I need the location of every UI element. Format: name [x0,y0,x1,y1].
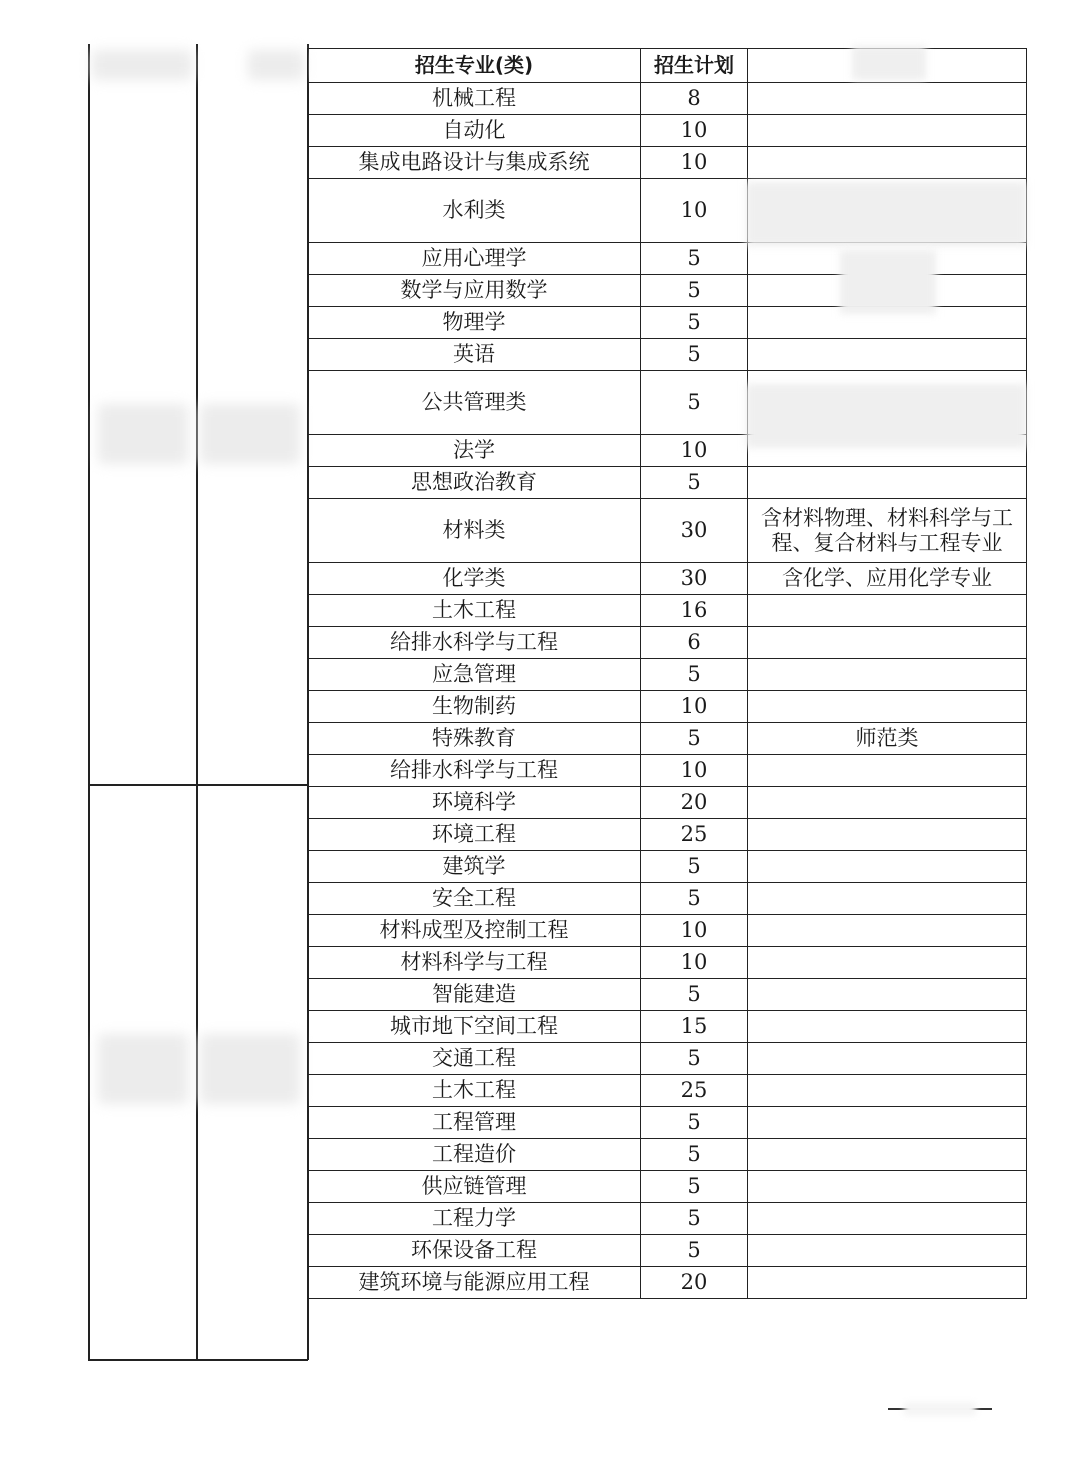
count-cell: 8 [641,83,748,115]
table-row [308,563,1027,595]
note-cell [748,1203,1027,1235]
note-cell [748,467,1027,499]
major-cell: 生物制药 [308,691,641,723]
table-row [308,467,1027,499]
note-cell [748,659,1027,691]
table-row [308,979,1027,1011]
table-row [308,1139,1027,1171]
note-cell [748,147,1027,179]
major-cell: 化学类 [308,563,641,595]
major-cell: 供应链管理 [308,1171,641,1203]
count-cell: 5 [641,1107,748,1139]
major-cell: 工程力学 [308,1203,641,1235]
table-row [308,883,1027,915]
page-footer-mark [888,1408,992,1410]
table-row [308,691,1027,723]
table-row [308,1171,1027,1203]
table-row [308,339,1027,371]
note-cell [748,851,1027,883]
count-cell: 10 [641,179,748,243]
count-cell: 20 [641,787,748,819]
header-count: 招生计划 [641,49,748,83]
table-row [308,1267,1027,1299]
count-cell: 10 [641,755,748,787]
redacted-school-columns [88,44,308,1360]
count-cell: 5 [641,275,748,307]
table-row [308,723,1027,755]
table-row [308,147,1027,179]
count-cell: 15 [641,1011,748,1043]
major-cell: 思想政治教育 [308,467,641,499]
major-cell: 自动化 [308,115,641,147]
count-cell: 10 [641,915,748,947]
note-cell [748,1171,1027,1203]
count-cell: 5 [641,979,748,1011]
table-row [308,851,1027,883]
note-cell: 含化学、应用化学专业 [748,563,1027,595]
table-row [308,115,1027,147]
count-cell: 10 [641,691,748,723]
count-cell: 30 [641,563,748,595]
major-cell: 安全工程 [308,883,641,915]
table-row [308,1107,1027,1139]
note-cell [748,83,1027,115]
table-row [308,83,1027,115]
major-cell: 城市地下空间工程 [308,1011,641,1043]
note-cell [748,115,1027,147]
major-cell: 法学 [308,435,641,467]
major-cell: 公共管理类 [308,371,641,435]
major-cell: 水利类 [308,179,641,243]
note-cell [748,1043,1027,1075]
count-cell: 5 [641,339,748,371]
major-cell: 给排水科学与工程 [308,627,641,659]
major-cell: 智能建造 [308,979,641,1011]
major-cell: 应用心理学 [308,243,641,275]
note-cell [748,691,1027,723]
major-cell: 工程管理 [308,1107,641,1139]
major-cell: 物理学 [308,307,641,339]
table-row [308,595,1027,627]
count-cell: 16 [641,595,748,627]
table-row [308,947,1027,979]
major-cell: 交通工程 [308,1043,641,1075]
note-cell [748,1139,1027,1171]
note-cell [748,1267,1027,1299]
table-row [308,659,1027,691]
note-cell: 含材料物理、材料科学与工程、复合材料与工程专业 [748,499,1027,563]
note-cell [748,947,1027,979]
count-cell: 5 [641,307,748,339]
major-cell: 英语 [308,339,641,371]
count-cell: 5 [641,1043,748,1075]
table-row [308,1075,1027,1107]
count-cell: 5 [641,1139,748,1171]
major-cell: 特殊教育 [308,723,641,755]
count-cell: 10 [641,435,748,467]
major-cell: 材料成型及控制工程 [308,915,641,947]
major-cell: 环境工程 [308,819,641,851]
table-row [308,819,1027,851]
note-cell [748,915,1027,947]
major-cell: 集成电路设计与集成系统 [308,147,641,179]
table-row [308,499,1027,563]
note-cell: 师范类 [748,723,1027,755]
table-row [308,755,1027,787]
redaction-mark [746,182,1026,246]
note-cell [748,1075,1027,1107]
count-cell: 5 [641,371,748,435]
major-cell: 土木工程 [308,595,641,627]
major-cell: 建筑环境与能源应用工程 [308,1267,641,1299]
count-cell: 10 [641,947,748,979]
count-cell: 5 [641,883,748,915]
redaction-mark [852,46,926,80]
count-cell: 5 [641,467,748,499]
count-cell: 5 [641,1171,748,1203]
major-cell: 环保设备工程 [308,1235,641,1267]
count-cell: 5 [641,1235,748,1267]
note-cell [748,339,1027,371]
note-cell [748,787,1027,819]
table-row [308,1235,1027,1267]
count-cell: 30 [641,499,748,563]
redaction-mark [746,384,1026,448]
header-major: 招生专业(类) [308,49,641,83]
major-cell: 应急管理 [308,659,641,691]
note-cell [748,979,1027,1011]
major-cell: 给排水科学与工程 [308,755,641,787]
count-cell: 5 [641,1203,748,1235]
count-cell: 5 [641,723,748,755]
note-cell [748,819,1027,851]
note-cell [748,883,1027,915]
count-cell: 5 [641,243,748,275]
count-cell: 25 [641,819,748,851]
major-cell: 土木工程 [308,1075,641,1107]
major-cell: 数学与应用数学 [308,275,641,307]
table-row [308,1011,1027,1043]
major-cell: 环境科学 [308,787,641,819]
count-cell: 6 [641,627,748,659]
table-row [308,787,1027,819]
table-row [308,1203,1027,1235]
count-cell: 25 [641,1075,748,1107]
table-row [308,1043,1027,1075]
note-cell [748,627,1027,659]
count-cell: 5 [641,659,748,691]
note-cell [748,595,1027,627]
major-cell: 材料科学与工程 [308,947,641,979]
count-cell: 10 [641,147,748,179]
note-cell [748,1235,1027,1267]
major-cell: 建筑学 [308,851,641,883]
major-cell: 工程造价 [308,1139,641,1171]
table-row [308,627,1027,659]
redaction-mark [840,250,936,314]
note-cell [748,1107,1027,1139]
major-cell: 机械工程 [308,83,641,115]
note-cell [748,1011,1027,1043]
major-cell: 材料类 [308,499,641,563]
note-cell [748,755,1027,787]
count-cell: 10 [641,115,748,147]
count-cell: 5 [641,851,748,883]
count-cell: 20 [641,1267,748,1299]
table-row [308,915,1027,947]
